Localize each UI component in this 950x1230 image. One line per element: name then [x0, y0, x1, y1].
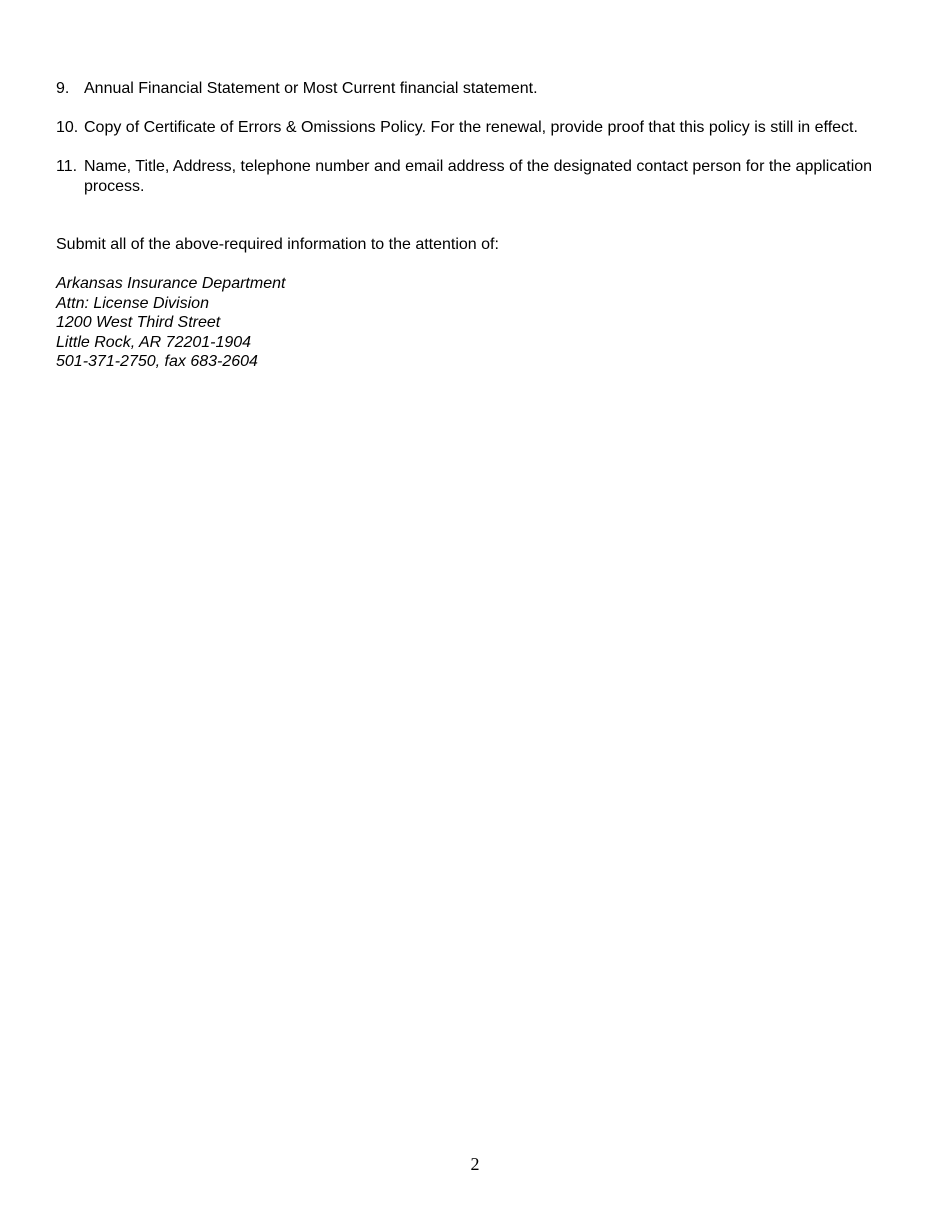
list-item: [56, 79, 876, 99]
item-text: Annual Financial Statement or Most Current financial statement.: [84, 80, 538, 97]
list-item: [56, 118, 876, 138]
list-item: [56, 157, 876, 196]
item-number: 11.: [56, 158, 78, 176]
page-number: 2: [470, 1154, 480, 1174]
address-attention: Attn: License Division: [56, 294, 209, 312]
address-phone-fax: 501-371-2750, fax 683-2604: [56, 353, 258, 371]
item-number: 9.: [56, 80, 70, 97]
address-city-state-zip: Little Rock, AR 72201-1904: [56, 333, 252, 351]
address-street: 1200 West Third Street: [56, 314, 221, 332]
item-text: Copy of Certificate of Errors & Omissions Policy. For the renewal, provide proof that this policy is still in effect.: [84, 119, 858, 137]
item-text: Name, Title, Address, telephone number and email address of the designated contact person for the application process.: [84, 158, 873, 195]
item-number: 10.: [56, 119, 79, 137]
address-organization: Arkansas Insurance Department: [56, 275, 286, 292]
submit-instruction: Submit all of the above-required information to the attention of:: [56, 236, 499, 253]
mailing-address: [56, 274, 285, 372]
requirements-list: [56, 79, 876, 216]
